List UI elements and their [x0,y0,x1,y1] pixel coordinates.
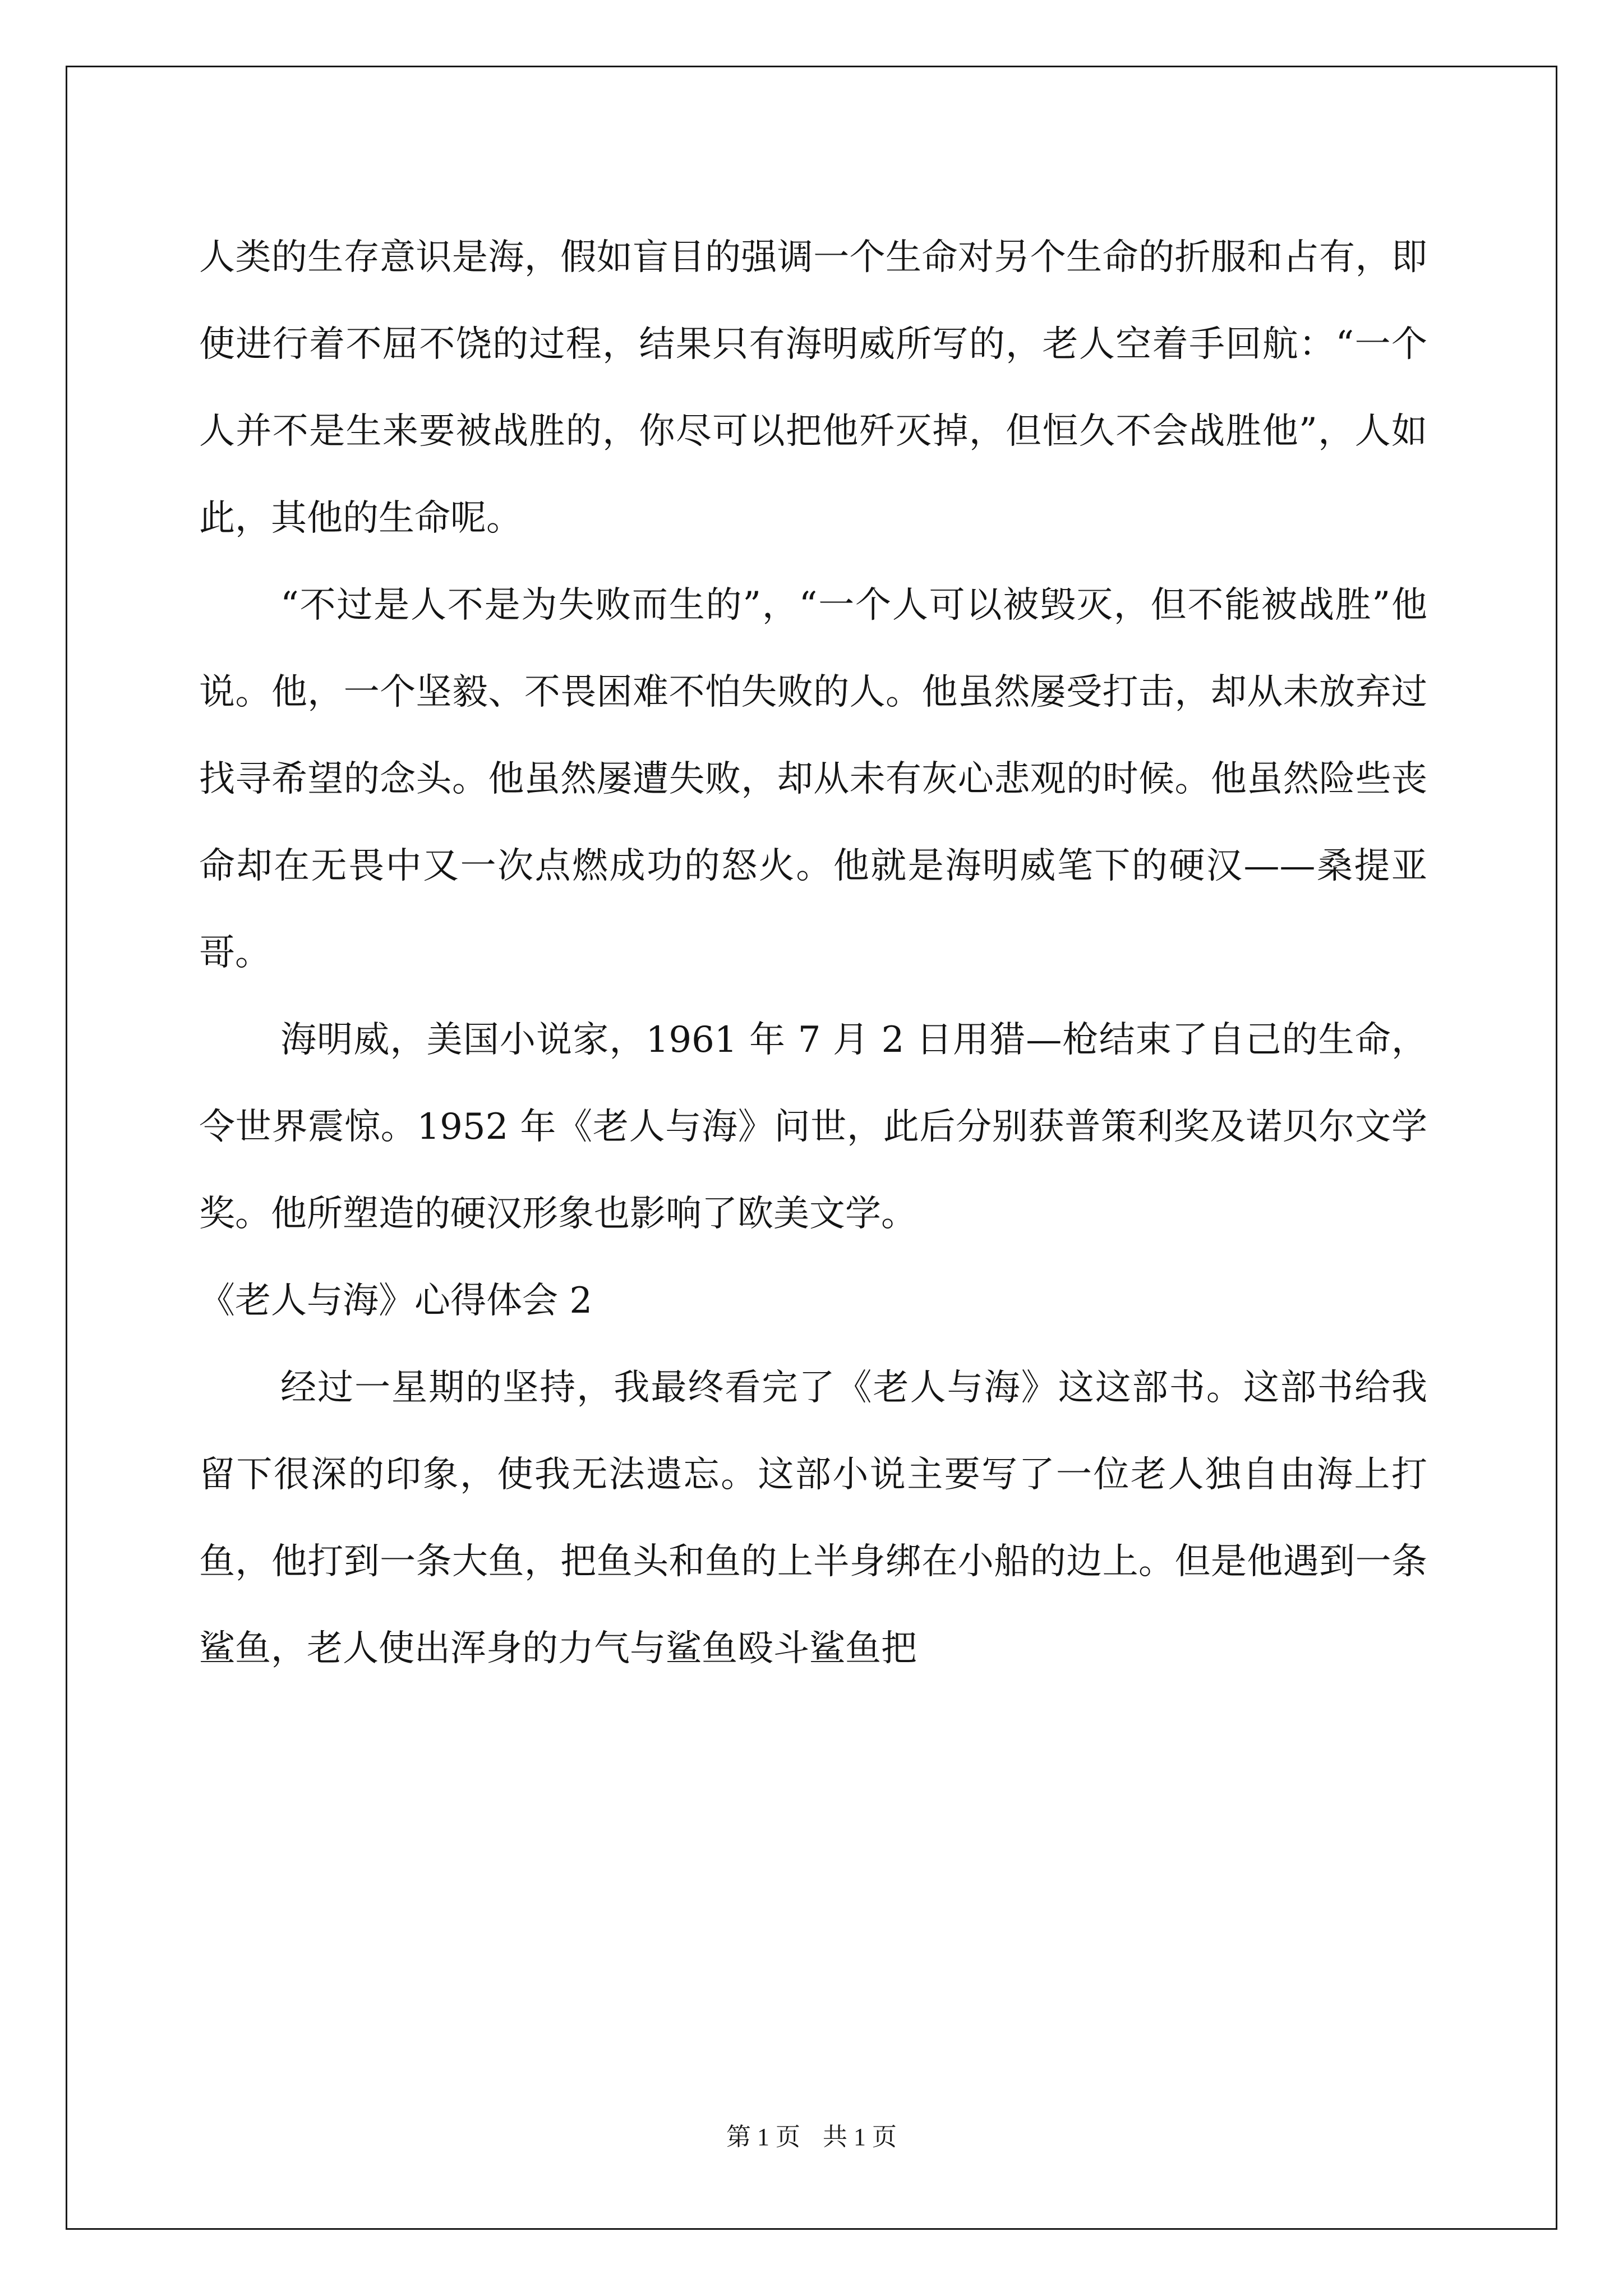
paragraph-2: “不过是人不是为失败而生的”，“一个人可以被毁灭，但不能被战胜”他说。他，一个坚毅、不畏困难不怕失败的人。他虽然屡受打击，却从未放弃过找寻希望的念头。他虽然屡遭失败，却从未有灰心悲观的时候。他虽然险些丧命却在无畏中又一次点燃成功的怒火。他就是海明威笔下的硬汉——桑提亚哥。 [199,585,1427,974]
document-body [199,214,1427,1692]
page-number: 第 1 页 [726,2123,800,2151]
paragraph-4: 经过一星期的坚持，我最终看完了《老人与海》这这部书。这部书给我留下很深的印象，使我无法遗忘。这部小说主要写了一位老人独自由海上打鱼，他打到一条大鱼，把鱼头和鱼的上半身绑在小船的边上。但是他遇到一条鲨鱼，老人使出浑身的力气与鲨鱼殴斗鲨鱼把 [199,1367,1427,1669]
paragraph-1: 人类的生存意识是海，假如盲目的强调一个生命对另个生命的折服和占有，即使进行着不屈不饶的过程，结果只有海明威所写的，老人空着手回航：“一个人并不是生来要被战胜的，你尽可以把他歼灭掉，但恒久不会战胜他”，人如此，其他的生命呢。 [199,237,1427,539]
paragraph-3: 海明威，美国小说家，1961 年 7 月 2 日用猎—枪结束了自己的生命，令世界震惊。1952 年《老人与海》问世，此后分别获普策利奖及诺贝尔文学奖。他所塑造的硬汉形象也影响了欧美文学。 [199,1019,1427,1235]
page-total: 共 1 页 [823,2123,897,2151]
section-heading: 《老人与海》心得体会 2 [199,1280,593,1322]
page-footer [0,2120,1623,2154]
